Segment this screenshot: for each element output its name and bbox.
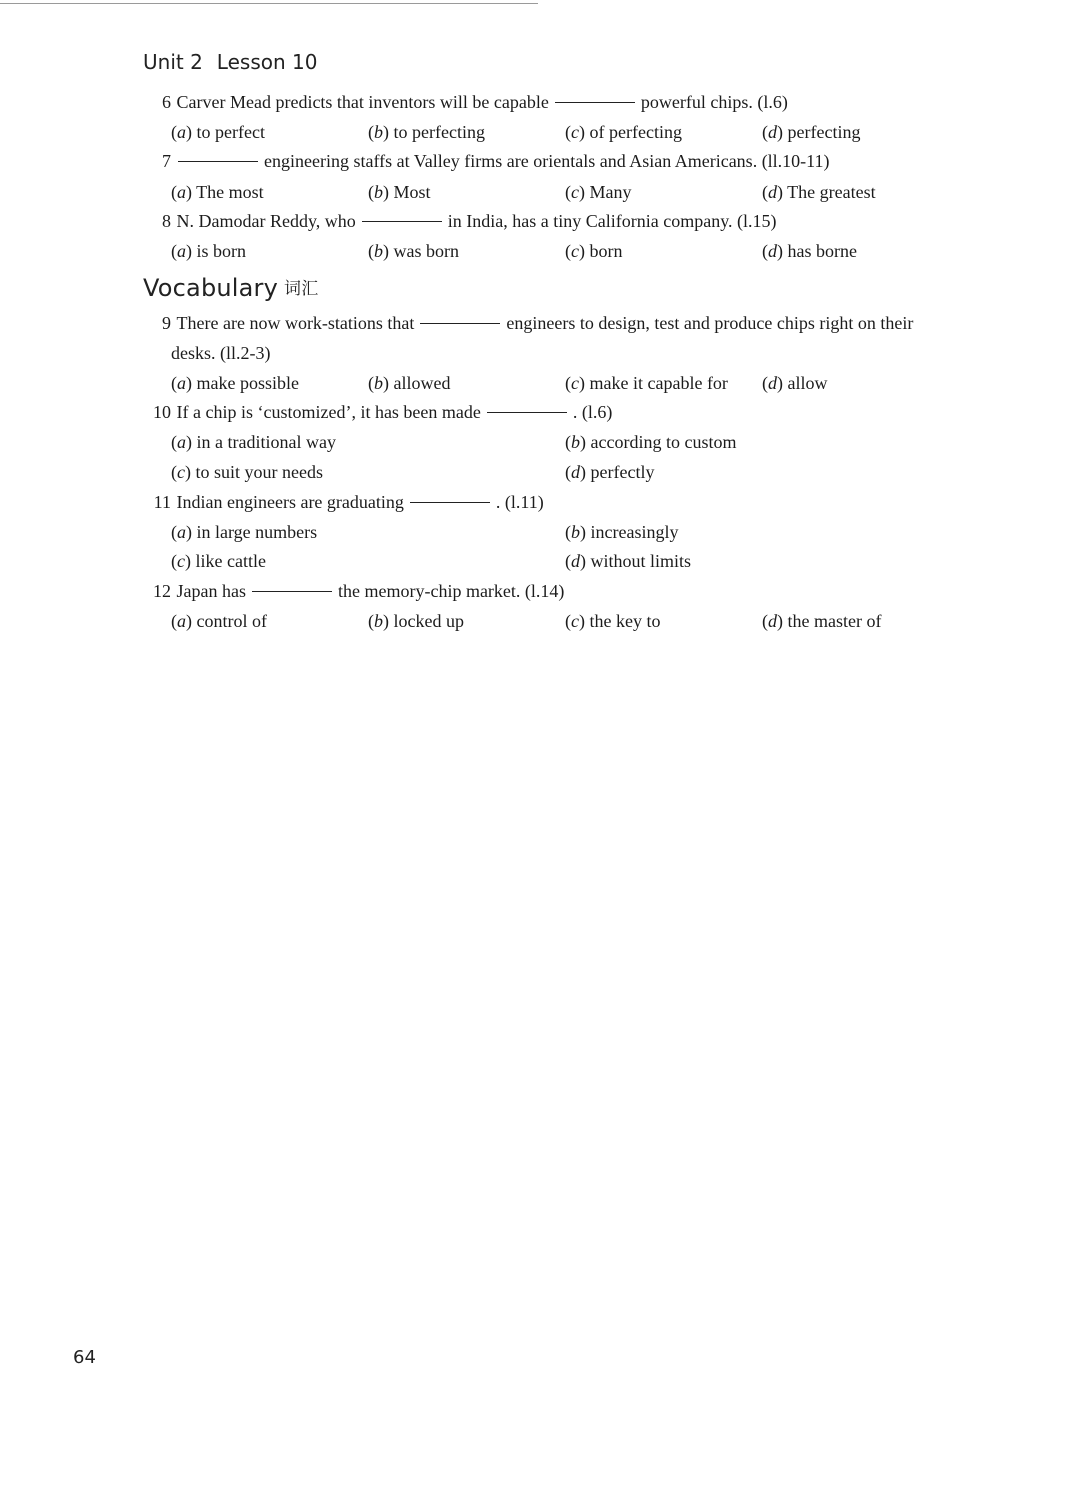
option-b: (b) according to custom [565,432,737,452]
option-a: (a) make possible [171,373,299,393]
option-b: (b) Most [368,182,431,202]
option-d: (d) without limits [565,551,692,571]
stem-after: engineering staffs at Valley firms are orientals and Asian Americans. (ll.10-11) [264,151,830,171]
answer-blank [555,101,635,103]
stem-before: Carver Mead predicts that inventors will be capable [176,92,549,112]
question-number: 11 [153,492,171,512]
option-c: (c) Many [565,182,632,202]
option-b: (b) was born [368,241,459,261]
page-number: 64 [73,1347,96,1368]
option-d: (d) perfecting [762,122,861,142]
running-head [143,50,317,74]
option-c: (c) of perfecting [565,122,682,142]
option-c: (c) born [565,241,623,261]
option-d: (d) the master of [762,611,882,631]
option-a: (a) The most [171,182,264,202]
question-8-stem [143,209,777,233]
option-b: (b) allowed [368,373,451,393]
vocabulary-heading: Vocabulary 词汇 [143,274,319,302]
question-number: 6 [162,92,171,112]
top-rule [0,3,538,4]
option-d: (d) The greatest [762,182,876,202]
stem-before: Japan has [176,581,246,601]
question-10-stem [143,400,612,424]
answer-blank [420,322,500,324]
option-a: (a) is born [171,241,246,261]
question-7-stem [143,149,830,173]
option-a: (a) to perfect [171,122,265,142]
option-a: (a) in large numbers [171,522,318,542]
lesson-label: Lesson 10 [216,50,318,74]
option-c: (c) to suit your needs [171,462,323,482]
question-number: 10 [153,402,171,422]
stem-after: engineers to design, test and produce chips right on their [506,313,914,333]
stem-after: . (l.6) [572,402,613,422]
question-12-stem [143,579,564,603]
stem-after: in India, has a tiny California company. (l.15) [447,211,777,231]
option-a: (a) control of [171,611,267,631]
question-9-continuation: desks. (ll.2-3) [171,343,271,363]
option-c: (c) the key to [565,611,661,631]
question-11-stem [143,490,544,514]
option-b: (b) locked up [368,611,464,631]
question-number: 8 [162,211,171,231]
question-number: 12 [153,581,171,601]
answer-blank [252,590,332,592]
question-9-stem [143,311,913,335]
option-d: (d) perfectly [565,462,655,482]
answer-blank [487,411,567,413]
option-a: (a) in a traditional way [171,432,336,452]
question-number: 7 [162,151,171,171]
unit-label: Unit 2 [143,50,203,74]
stem-after: the memory-chip market. (l.14) [337,581,565,601]
question-number: 9 [162,313,171,333]
stem-before: Indian engineers are graduating [176,492,404,512]
question-6-stem [143,90,788,114]
answer-blank [410,501,490,503]
answer-blank [178,160,258,162]
option-d: (d) allow [762,373,828,393]
option-c: (c) like cattle [171,551,266,571]
option-d: (d) has borne [762,241,857,261]
stem-before: N. Damodar Reddy, who [176,211,356,231]
option-c: (c) make it capable for [565,373,728,393]
stem-after: powerful chips. (l.6) [640,92,788,112]
answer-blank [362,220,442,222]
stem-after: . (l.11) [495,492,544,512]
option-b: (b) increasingly [565,522,679,542]
option-b: (b) to perfecting [368,122,485,142]
stem-before: If a chip is ‘customized’, it has been made [176,402,481,422]
stem-before: There are now work-stations that [176,313,415,333]
